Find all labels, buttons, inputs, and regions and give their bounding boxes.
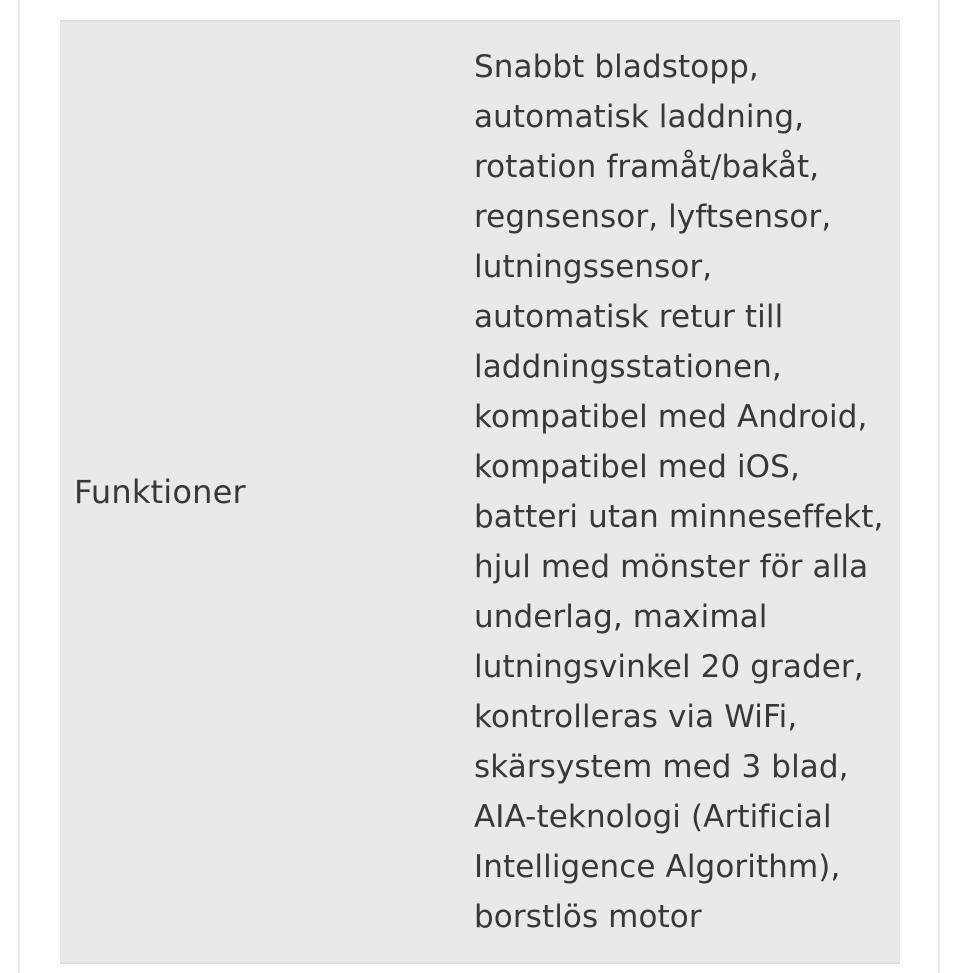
spec-value-line: lutningsvinkel 20 grader, <box>474 649 864 685</box>
spec-value-line: rotation framåt/bakåt, <box>474 149 820 185</box>
spec-value-line: lutningssensor, <box>474 249 713 285</box>
spec-value-line: borstlös motor <box>474 899 702 935</box>
spec-value <box>474 21 900 963</box>
spec-value-line: AIA-teknologi (Artificial <box>474 799 832 835</box>
spec-value-line: automatisk retur till <box>474 299 784 335</box>
spec-value-line: skärsystem med 3 blad, <box>474 749 849 785</box>
spec-label: Funktioner <box>74 473 246 511</box>
spec-table <box>60 20 900 964</box>
spec-value-line: kompatibel med iOS, <box>474 449 800 485</box>
spec-value-line: batteri utan minneseffekt, <box>474 499 884 535</box>
spec-value-line: kompatibel med Android, <box>474 399 868 435</box>
spec-value-line: laddningsstationen, <box>474 349 782 385</box>
spec-value-line: underlag, maximal <box>474 599 768 635</box>
spec-value-line: Snabbt bladstopp, <box>474 49 759 85</box>
left-edge-divider <box>18 0 20 973</box>
spec-value-line: kontrolleras via WiFi, <box>474 699 798 735</box>
spec-value-line: automatisk laddning, <box>474 99 805 135</box>
spec-value-line: Intelligence Algorithm), <box>474 849 841 885</box>
table-row <box>60 21 900 963</box>
spec-value-line: regnsensor, lyftsensor, <box>474 199 832 235</box>
spec-value-line: hjul med mönster för alla <box>474 549 869 585</box>
right-edge-divider <box>938 0 940 973</box>
